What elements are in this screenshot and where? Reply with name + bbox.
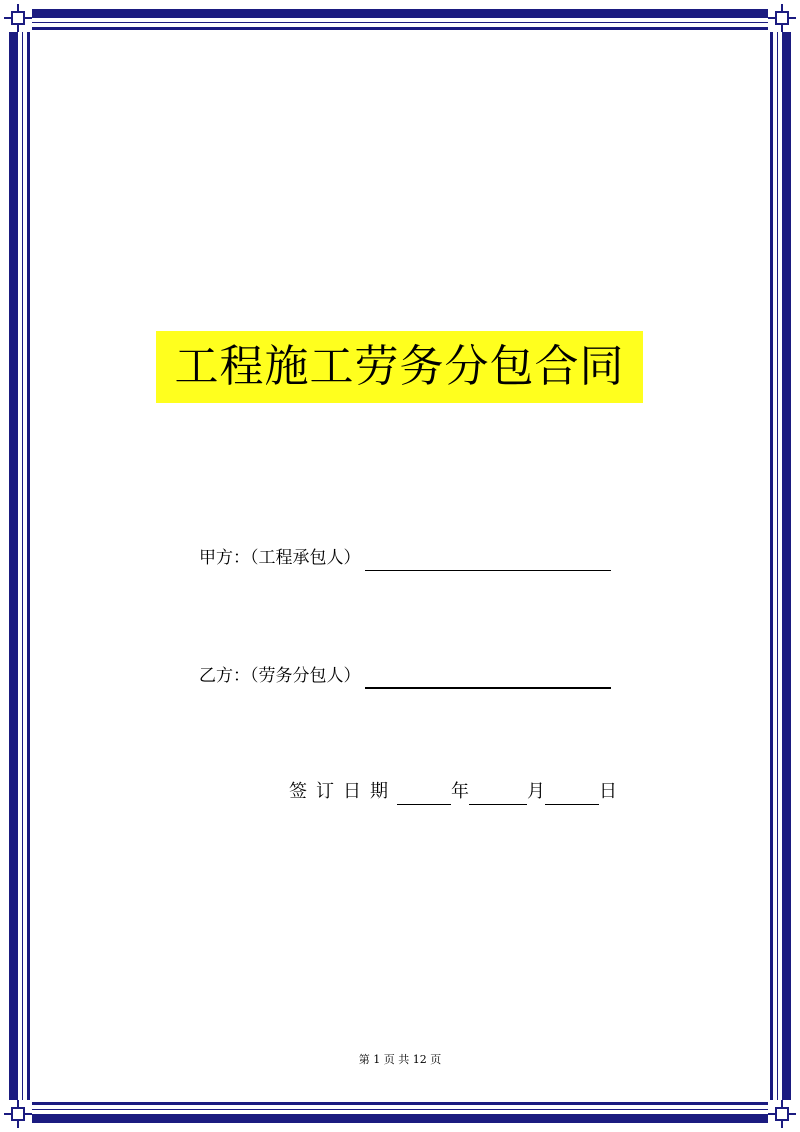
corner-ornament-bottom-right — [768, 1100, 796, 1128]
month-char: 月 — [527, 781, 545, 802]
party-a-line — [199, 545, 611, 571]
corner-ornament-top-right — [768, 4, 796, 32]
signing-date-line — [289, 779, 617, 805]
year-blank — [397, 784, 451, 805]
month-blank — [469, 784, 527, 805]
signing-date-label: 签订日期 — [289, 781, 397, 802]
corner-ornament-top-left — [4, 4, 32, 32]
contract-title: 工程施工劳务分包合同 — [156, 331, 643, 403]
corner-ornament-bottom-left — [4, 1100, 32, 1128]
day-blank — [545, 784, 599, 805]
page-number-footer: 第 1 页 共 12 页 — [358, 1053, 442, 1066]
party-b-label: 乙方：（劳务分包人） — [199, 666, 361, 686]
party-a-label: 甲方：（工程承包人） — [199, 548, 361, 568]
party-b-blank — [365, 667, 611, 689]
party-a-blank — [365, 550, 611, 571]
year-char: 年 — [451, 781, 469, 802]
party-b-line — [199, 663, 611, 689]
day-char: 日 — [599, 781, 617, 802]
